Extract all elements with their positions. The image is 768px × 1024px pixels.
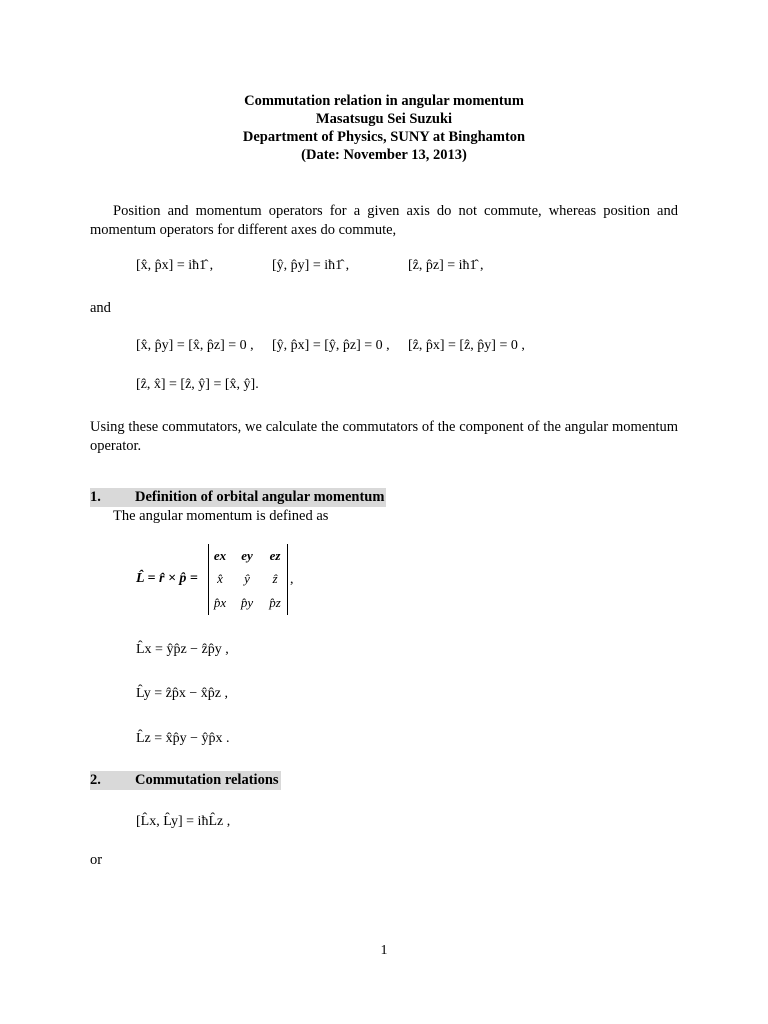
section-1-title: Definition of orbital angular momentum (135, 489, 385, 505)
document-title: Commutation relation in angular momentum (244, 93, 524, 109)
and-word: and (90, 300, 111, 316)
matrix-cell: p̂x (213, 595, 227, 610)
section-2-number: 2. (90, 772, 101, 788)
matrix-cell: ez (269, 548, 281, 563)
commutator-x-px: [x̂, p̂x] = iħ1̂ , (136, 258, 214, 273)
document-date: (Date: November 13, 2013) (301, 147, 467, 163)
matrix-cell: ey (241, 548, 253, 563)
matrix-cell: ẑ (272, 571, 278, 586)
or-word: or (90, 852, 103, 868)
matrix-cell: ŷ (244, 571, 250, 586)
position-commutators: [ẑ, x̂] = [ẑ, ŷ] = [x̂, ŷ]. (136, 377, 259, 392)
lx-component: L̂x = ŷp̂z − ẑp̂y , (136, 642, 229, 657)
determinant-trailing-comma: , (290, 572, 294, 587)
lz-component: L̂z = x̂p̂y − ŷp̂x . (136, 731, 230, 746)
page-number: 1 (380, 943, 388, 958)
ly-component: L̂y = ẑp̂x − x̂p̂z , (136, 686, 228, 701)
determinant-left-bar (208, 544, 209, 615)
section-1-intro: The angular momentum is defined as (113, 508, 329, 524)
commutator-x-zero: [x̂, p̂y] = [x̂, p̂z] = 0 , (136, 338, 254, 353)
commutator-y-zero: [ŷ, p̂x] = [ŷ, p̂z] = 0 , (272, 338, 390, 353)
commutator-y-py: [ŷ, p̂y] = iħ1̂ , (272, 258, 350, 273)
matrix-cell: p̂z (269, 595, 281, 610)
section-1-heading (90, 488, 386, 507)
section-2-heading (90, 771, 281, 790)
determinant-right-bar (287, 544, 288, 615)
commutator-z-zero: [ẑ, p̂x] = [ẑ, p̂y] = 0 , (408, 338, 525, 353)
matrix-cell: p̂y (240, 595, 254, 610)
matrix-cell: ex (213, 548, 227, 563)
commutator-z-pz: [ẑ, p̂z] = iħ1̂ , (408, 258, 484, 273)
author-name: Masatsugu Sei Suzuki (315, 111, 453, 127)
lx-ly-commutator: [L̂x, L̂y] = iħL̂z , (136, 814, 231, 829)
section-2-title: Commutation relations (135, 772, 279, 788)
matrix-cell: x̂ (217, 571, 223, 586)
angular-momentum-definition: L̂ = r̂ × p̂ = (136, 571, 198, 586)
after-commutators-paragraph: Using these commutators, we calculate the commutators of the component of the angular momentum operator. (90, 419, 678, 454)
affiliation: Department of Physics, SUNY at Binghamton (242, 129, 526, 145)
intro-paragraph: Position and momentum operators for a given axis do not commute, whereas position and momentum operators for different axes do commute, (90, 203, 678, 238)
section-1-number: 1. (90, 489, 101, 505)
